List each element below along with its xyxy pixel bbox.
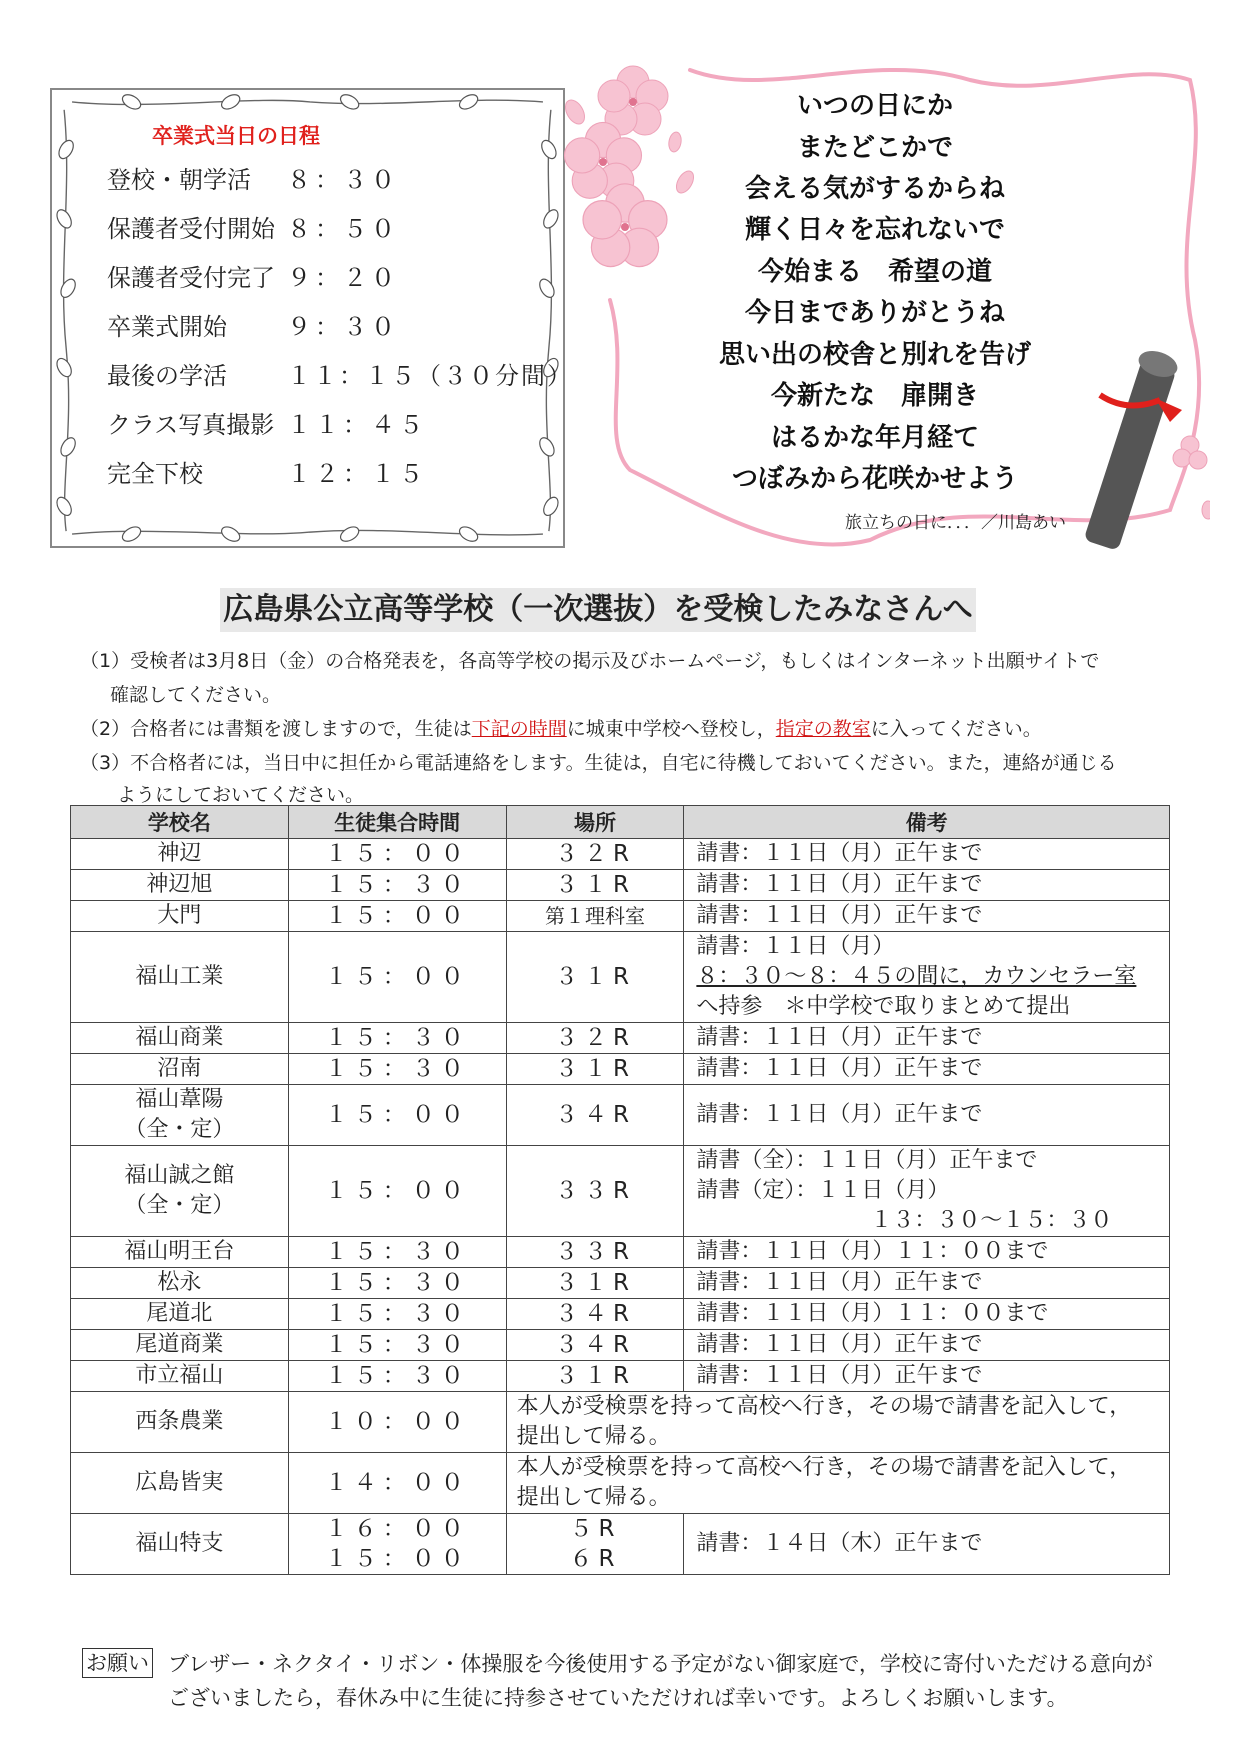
time-cell: １５：００ — [288, 1146, 506, 1237]
note-cell: 請書：１１日（月）正午まで — [684, 1085, 1170, 1146]
note-line: １３：３０～１５：３０ — [826, 1208, 1113, 1233]
school-cell: 福山商業 — [71, 1023, 289, 1054]
note-cell-merged — [506, 1453, 1169, 1514]
time-cell: １５：３０ — [288, 1361, 506, 1392]
time-cell: １４：００ — [288, 1453, 506, 1514]
schedule-label: 保護者受付完了 — [107, 264, 275, 292]
time-cell: １５：３０ — [288, 870, 506, 901]
time-line: １５：００ — [324, 1546, 470, 1572]
poem-line: 今新たな 扉開き — [770, 381, 979, 411]
school-course: （全・定） — [124, 1193, 235, 1218]
place-line: ６R — [569, 1546, 621, 1572]
place-cell: ３２R — [506, 1023, 684, 1054]
note-cell: 請書：１１日（月）正午まで — [684, 1361, 1170, 1392]
header-time: 生徒集合時間 — [288, 806, 506, 839]
time-cell: １５：３０ — [288, 1023, 506, 1054]
place-cell: ３３R — [506, 1237, 684, 1268]
time-cell: １５：００ — [288, 839, 506, 870]
schedule-label: 卒業式開始 — [107, 313, 227, 341]
header-note: 備考 — [684, 806, 1170, 839]
school-cell: 西条農業 — [71, 1392, 289, 1453]
place-cell: ３１R — [506, 1361, 684, 1392]
note-line: 請書（定）：１１日（月） — [696, 1178, 950, 1203]
place-cell: ３４R — [506, 1299, 684, 1330]
school-cell: 神辺 — [71, 839, 289, 870]
note-cell: 請書：１１日（月）正午まで — [684, 839, 1170, 870]
poem-line: 今日までありがとうね — [744, 298, 1005, 328]
notice-item-2-post: に入ってください。 — [870, 718, 1042, 740]
note-cell: 請書：１４日（木）正午まで — [684, 1514, 1170, 1575]
place-cell: ３１R — [506, 1054, 684, 1085]
poem-line: 思い出の校舎と別れを告げ — [718, 340, 1031, 370]
schedule-time: ９：３０ — [287, 313, 399, 341]
school-cell: 沼南 — [71, 1054, 289, 1085]
poem-line: またどこかで — [796, 133, 953, 163]
table-row — [71, 1146, 1170, 1237]
table-row — [71, 1361, 1170, 1392]
schedule-label: 最後の学活 — [107, 362, 227, 390]
schedule-time: １１：４５ — [287, 411, 427, 439]
request-line: ございましたら，春休み中に生徒に持参させていただければ幸いです。よろしくお願いします。 — [168, 1686, 1068, 1710]
schedule-label: 完全下校 — [107, 460, 203, 488]
school-cell: 松永 — [71, 1268, 289, 1299]
table-row — [71, 1023, 1170, 1054]
note-line: 請書（全）：１１日（月）正午まで — [696, 1148, 1038, 1173]
notice-item-1-cont: 確認してください。 — [110, 684, 282, 706]
table-row — [71, 1237, 1170, 1268]
note-line-underlined: ８：３０～８：４５の間に，カウンセラー室 — [696, 964, 1137, 989]
notice-highlight-time: 下記の時間 — [471, 718, 567, 740]
table-row — [71, 1299, 1170, 1330]
schedule-label: 保護者受付開始 — [107, 215, 275, 243]
notice-item-1: （1）受検者は3月8日（金）の合格発表を，各高等学校の掲示及びホームページ，もしくはインターネット出願サイトで — [80, 650, 1100, 672]
note-cell: 請書：１１日（月）正午まで — [684, 1268, 1170, 1299]
school-cell: 神辺旭 — [71, 870, 289, 901]
poem-line: つぼみから花咲かせよう — [731, 464, 1018, 494]
exam-table — [70, 805, 1170, 1575]
schedule-label: 登校・朝学活 — [107, 166, 251, 194]
school-cell: 福山特支 — [71, 1514, 289, 1575]
school-cell: 市立福山 — [71, 1361, 289, 1392]
schedule-box — [50, 88, 573, 548]
poem-line: 輝く日々を忘れないで — [744, 215, 1005, 245]
note-cell: 請書：１１日（月）１１：００まで — [684, 1299, 1170, 1330]
schedule-time: ９：２０ — [287, 264, 399, 292]
note-cell: 請書：１１日（月）正午まで — [684, 1023, 1170, 1054]
poem-line: いつの日にか — [796, 91, 953, 121]
note-cell: 請書：１１日（月）正午まで — [684, 1330, 1170, 1361]
time-cell — [288, 1514, 506, 1575]
table-row — [71, 932, 1170, 1023]
table-row — [71, 1514, 1170, 1575]
note-cell-merged — [506, 1392, 1169, 1453]
notice-item-2 — [80, 714, 1042, 741]
school-cell — [71, 1085, 289, 1146]
notice-highlight-room: 指定の教室 — [775, 718, 871, 740]
note-cell — [684, 1146, 1170, 1237]
time-cell: １５：３０ — [288, 1237, 506, 1268]
school-name: 福山誠之館 — [124, 1163, 235, 1188]
schedule-time: ８：５０ — [287, 215, 399, 243]
note-line: へ持参 ＊中学校で取りまとめて提出 — [696, 994, 1071, 1019]
poem-line: はるかな年月経て — [770, 423, 979, 453]
poem-line: 会える気がするからね — [744, 174, 1005, 204]
note-line: 本人が受検票を持って高校へ行き，その場で請書を記入して， — [516, 1455, 1132, 1480]
place-cell: ３１R — [506, 932, 684, 1023]
notice-item-2-pre: （2）合格者には書類を渡しますので，生徒は — [80, 718, 472, 740]
time-cell: １５：３０ — [288, 1330, 506, 1361]
table-row — [71, 839, 1170, 870]
schedule-title: 卒業式当日の日程 — [152, 124, 320, 148]
school-cell: 尾道商業 — [71, 1330, 289, 1361]
place-cell: ３２R — [506, 839, 684, 870]
note-line: 提出して帰る。 — [516, 1424, 671, 1449]
notice-item-2-mid: に城東中学校へ登校し， — [566, 718, 776, 740]
table-row — [71, 1392, 1170, 1453]
place-cell: ３４R — [506, 1330, 684, 1361]
table-row — [71, 1085, 1170, 1146]
note-line: 本人が受検票を持って高校へ行き，その場で請書を記入して， — [516, 1394, 1132, 1419]
school-cell: 福山明王台 — [71, 1237, 289, 1268]
school-cell — [71, 1146, 289, 1237]
place-cell: ３３R — [506, 1146, 684, 1237]
place-line: ５R — [569, 1516, 621, 1542]
note-line: 請書：１１日（月） — [696, 934, 895, 959]
note-cell: 請書：１１日（月）１１：００まで — [684, 1237, 1170, 1268]
school-cell: 尾道北 — [71, 1299, 289, 1330]
time-cell: １０：００ — [288, 1392, 506, 1453]
time-cell: １５：３０ — [288, 1054, 506, 1085]
place-cell: ３１R — [506, 870, 684, 901]
table-row — [71, 901, 1170, 932]
place-cell — [506, 1514, 684, 1575]
place-cell: ３１R — [506, 1268, 684, 1299]
table-header-row — [71, 806, 1170, 839]
school-name: 福山葦陽 — [135, 1087, 224, 1112]
note-cell: 請書：１１日（月）正午まで — [684, 870, 1170, 901]
note-line: 提出して帰る。 — [516, 1485, 671, 1510]
school-cell: 広島皆実 — [71, 1453, 289, 1514]
notice-title: 広島県公立高等学校（一次選抜）を受検したみなさんへ — [220, 588, 976, 632]
table-row — [71, 1330, 1170, 1361]
poem-credit: 旅立ちの日に．．．／川島あい — [845, 513, 1066, 533]
note-cell: 請書：１１日（月）正午まで — [684, 901, 1170, 932]
time-line: １６：００ — [324, 1516, 470, 1542]
note-cell: 請書：１１日（月）正午まで — [684, 1054, 1170, 1085]
time-cell: １５：３０ — [288, 1268, 506, 1299]
header-school: 学校名 — [71, 806, 289, 839]
time-cell: １５：００ — [288, 1085, 506, 1146]
schedule-time: １２：１５ — [287, 460, 427, 488]
note-cell — [684, 932, 1170, 1023]
school-cell: 大門 — [71, 901, 289, 932]
time-cell: １５：００ — [288, 901, 506, 932]
schedule-time: ８：３０ — [287, 166, 399, 194]
schedule-time: １１：１５（３０分間） — [287, 362, 573, 390]
place-cell: ３４R — [506, 1085, 684, 1146]
table-row — [71, 870, 1170, 901]
table-row — [71, 1268, 1170, 1299]
time-cell: １５：３０ — [288, 1299, 506, 1330]
notice-item-3: （3）不合格者には，当日中に担任から電話連絡をします。生徒は，自宅に待機しておいてください。また，連絡が通じる — [80, 752, 1117, 774]
place-cell: 第１理科室 — [506, 901, 684, 932]
header-place: 場所 — [506, 806, 684, 839]
school-course: （全・定） — [124, 1117, 235, 1142]
school-cell: 福山工業 — [71, 932, 289, 1023]
poem-line: 今始まる 希望の道 — [757, 257, 992, 287]
time-cell: １５：００ — [288, 932, 506, 1023]
request-line: ブレザー・ネクタイ・リボン・体操服を今後使用する予定がない御家庭で，学校に寄付いただける意向が — [168, 1652, 1153, 1676]
schedule-label: クラス写真撮影 — [107, 411, 275, 439]
table-row — [71, 1453, 1170, 1514]
table-row — [71, 1054, 1170, 1085]
request-badge: お願い — [82, 1648, 153, 1678]
notice-item-3-cont: ようにしておいてください。 — [117, 784, 365, 806]
